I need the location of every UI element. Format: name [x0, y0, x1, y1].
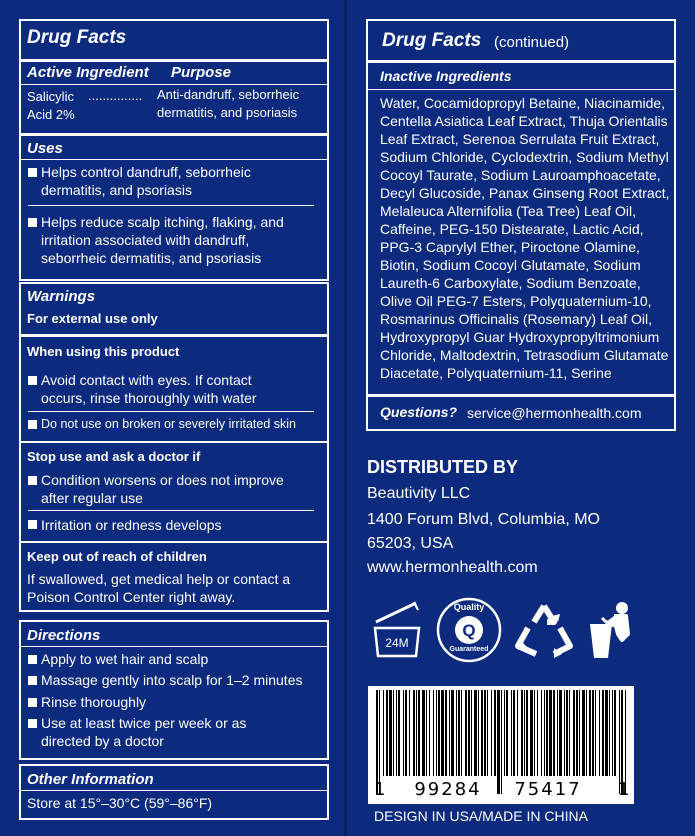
- use-item-line: dermatitis, and psoriasis: [41, 182, 192, 198]
- use-item-line: Helps reduce scalp itching, flaking, and: [41, 214, 284, 230]
- barcode-bar: [494, 690, 496, 776]
- barcode-bar: [441, 690, 444, 776]
- distributor-website: www.hermonhealth.com: [367, 559, 538, 576]
- barcode-bar: [513, 690, 515, 776]
- barcode-bar: [541, 690, 542, 776]
- divider: [28, 205, 314, 206]
- barcode-bar: [602, 690, 604, 776]
- inactive-line: Sodium Chloride, Cyclodextrin, Sodium Methyl: [380, 149, 669, 165]
- barcode-bar: [398, 690, 400, 776]
- barcode-bar: [595, 690, 596, 776]
- divider: [28, 510, 314, 511]
- barcode-bar: [559, 690, 562, 776]
- use-item-line: irritation associated with dandruff,: [41, 232, 250, 248]
- barcode-bar: [413, 690, 415, 776]
- bullet-square: [28, 676, 37, 685]
- bullet-square: [28, 218, 37, 227]
- purpose-line: Anti-dandruff, seborrheic: [157, 87, 300, 102]
- divider: [368, 60, 674, 63]
- barcode-bar: [422, 690, 425, 776]
- barcode-bar: [491, 690, 492, 776]
- inactive-line: Rosmarinus Officinalis (Rosemary) Leaf Oil,: [380, 311, 653, 327]
- barcode-bar: [569, 690, 570, 776]
- warning-item-line: Avoid contact with eyes. If contact: [41, 372, 252, 388]
- stop-item-line: after regular use: [41, 490, 143, 506]
- barcode-bar: [438, 690, 440, 776]
- pao-24m-icon: [370, 598, 424, 660]
- barcode-bar: [599, 690, 600, 776]
- inactive-line: Caffeine, PEG-150 Distearate, Lactic Acid,: [380, 221, 644, 237]
- barcode-bar: [573, 690, 575, 776]
- barcode-bar: [449, 690, 450, 776]
- recycle-icon: [514, 602, 574, 660]
- quality-guaranteed-icon: [436, 597, 502, 663]
- barcode-bar: [409, 690, 410, 776]
- bullet-square: [28, 655, 37, 664]
- barcode-digit: 99284: [414, 779, 482, 800]
- direction-item: Apply to wet hair and scalp: [41, 651, 209, 667]
- questions-email: service@hermonhealth.com: [467, 405, 642, 421]
- distributor-address: 65203, USA: [367, 535, 454, 552]
- keep-out-line: If swallowed, get medical help or contact a: [27, 571, 291, 587]
- inactive-line: Centella Asiatica Leaf Extract, Thuja Orientalis: [380, 113, 668, 129]
- ingredient-strength: Acid 2%: [27, 107, 75, 122]
- stop-item-line: Condition worsens or does not improve: [41, 472, 284, 488]
- barcode-bar: [465, 690, 467, 776]
- barcode-bar: [521, 690, 523, 776]
- bullet-square: [28, 476, 37, 485]
- barcode-bar: [481, 690, 483, 776]
- divider: [21, 541, 327, 543]
- barcode-bar: [609, 690, 610, 776]
- barcode-bar: [534, 690, 535, 776]
- bullet-square: [28, 520, 37, 529]
- barcode-bar: [566, 690, 568, 776]
- bullet-square: [28, 376, 37, 385]
- inactive-line: Olive Oil PEG-7 Esters, Polyquaternium-10,: [380, 293, 652, 309]
- barcode-bar: [436, 690, 437, 776]
- divider: [21, 133, 327, 136]
- quality-top-text: Quality: [453, 602, 485, 612]
- barcode-bar: [429, 690, 430, 776]
- inactive-line: Chloride, Maltodextrin, Tetrasodium Glutamate: [380, 347, 669, 363]
- barcode-bar: [546, 690, 548, 776]
- barcode-bar: [478, 690, 479, 776]
- barcode-bar: [537, 690, 538, 776]
- inactive-line: Cocoyl Taurate, Sodium Lauroamphoacetate,: [380, 167, 661, 183]
- barcode-bar: [484, 690, 486, 776]
- divider: [21, 159, 327, 160]
- pao-label: 24M: [385, 636, 409, 650]
- quality-bottom-text: Guaranteed: [449, 646, 489, 653]
- barcode-digit: 1: [374, 779, 386, 800]
- barcode-bar: [445, 690, 447, 776]
- divider: [21, 59, 327, 62]
- uses-title: Uses: [27, 140, 63, 157]
- divider: [28, 411, 314, 412]
- barcode-bar: [526, 690, 528, 776]
- barcode-bar: [557, 690, 558, 776]
- direction-item: Massage gently into scalp for 1–2 minutes: [41, 672, 303, 688]
- barcode-bar: [426, 690, 427, 776]
- barcode-bar: [474, 690, 477, 776]
- barcode-bar: [582, 690, 585, 776]
- inactive-line: PPG-3 Caprylyl Ether, Piroctone Olamine,: [380, 239, 640, 255]
- barcode-bar: [458, 690, 460, 776]
- trash-bin-icon: [586, 600, 636, 660]
- leader-dots: ...............: [88, 88, 143, 103]
- inactive-title: Inactive Ingredients: [380, 68, 512, 84]
- inactive-line: Laureth-6 Carboxylate, Sodium Benzoate,: [380, 275, 641, 291]
- barcode-bar: [504, 690, 505, 776]
- direction-item: Rinse thoroughly: [41, 694, 147, 710]
- distributed-title: DISTRIBUTED BY: [367, 457, 519, 477]
- barcode-bar: [405, 690, 407, 776]
- bullet-square: [28, 168, 37, 177]
- other-info-title: Other Information: [27, 771, 154, 788]
- barcode-bar: [586, 690, 587, 776]
- barcode-bar: [501, 690, 502, 794]
- barcode-bar: [564, 690, 565, 776]
- barcode-bar: [497, 690, 500, 794]
- barcode-bar: [579, 690, 580, 776]
- use-item-line: Helps control dandruff, seborrheic: [41, 164, 251, 180]
- direction-item: Use at least twice per week or as: [41, 715, 247, 731]
- barcode-bar: [612, 690, 613, 776]
- direction-item: directed by a doctor: [41, 733, 164, 749]
- barcode-bar: [589, 690, 591, 776]
- bullet-square: [28, 719, 37, 728]
- made-in-text: DESIGN IN USA/MADE IN CHINA: [374, 808, 588, 824]
- barcode-bar: [461, 690, 462, 776]
- when-using-heading: When using this product: [27, 344, 180, 359]
- ingredient-name: Salicylic: [27, 89, 74, 104]
- barcode-bar: [592, 690, 594, 776]
- purpose-header: Purpose: [171, 64, 232, 81]
- barcode-bar: [471, 690, 472, 776]
- use-item-line: seborrheic dermatitis, and psoriasis: [41, 250, 262, 266]
- inactive-line: Biotin, Sodium Cocoyl Glutamate, Sodium: [380, 257, 641, 273]
- stop-use-heading: Stop use and ask a doctor if: [27, 449, 201, 464]
- barcode-bar: [386, 690, 388, 776]
- divider: [21, 441, 327, 443]
- drug-facts-title: Drug Facts: [27, 27, 127, 48]
- purpose-line: dermatitis, and psoriasis: [157, 105, 298, 120]
- continued-label: (continued): [494, 34, 570, 51]
- continued-title: Drug Facts: [382, 30, 482, 51]
- barcode-bar: [383, 690, 384, 776]
- inactive-line: Hydroxypropyl Guar Hydroxypropyltrimonium: [380, 329, 660, 345]
- bullet-square: [28, 420, 37, 429]
- barcode-bar: [433, 690, 434, 776]
- storage-text: Store at 15°–30°C (59°–86°F): [27, 795, 213, 811]
- barcode-bar: [553, 690, 555, 776]
- barcode-bar: [468, 690, 470, 776]
- distributor-address: 1400 Forum Blvd, Columbia, MO: [367, 511, 600, 528]
- barcode-bar: [511, 690, 512, 776]
- barcode-bar: [614, 690, 616, 776]
- barcode-bar: [487, 690, 488, 776]
- barcode-bar: [418, 690, 420, 776]
- barcode-bar: [517, 690, 518, 776]
- divider: [21, 790, 327, 791]
- questions-label: Questions?: [380, 404, 458, 420]
- warning-item-line: occurs, rinse thoroughly with water: [41, 390, 257, 406]
- barcode-bar: [506, 690, 508, 776]
- distributor-name: Beautivity LLC: [367, 485, 471, 502]
- directions-title: Directions: [27, 627, 101, 644]
- warnings-title: Warnings: [27, 288, 96, 305]
- divider: [21, 84, 327, 85]
- inactive-line: Water, Cocamidopropyl Betaine, Niacinamide,: [380, 95, 666, 111]
- warning-item-line: Do not use on broken or severely irritated skin: [41, 417, 296, 431]
- barcode-bar: [530, 690, 533, 776]
- stop-item-line: Irritation or redness develops: [41, 517, 222, 533]
- inactive-line: Diacetate, Polyquaternium-11, Serine: [380, 365, 612, 381]
- inactive-line: Decyl Glucoside, Panax Ginseng Root Extract,: [380, 185, 670, 201]
- barcode-bar: [416, 690, 417, 776]
- barcode-digit: 1: [618, 779, 630, 800]
- barcode-bar: [456, 690, 457, 776]
- inactive-line: Melaleuca Alternifolia (Tea Tree) Leaf Oil,: [380, 203, 637, 219]
- barcode-bar: [396, 690, 397, 776]
- divider: [21, 646, 327, 647]
- barcode: [368, 686, 634, 804]
- active-ingredient-header: Active Ingredient: [27, 64, 149, 81]
- barcode-bar: [389, 690, 392, 776]
- bullet-square: [28, 698, 37, 707]
- barcode-bar: [393, 690, 394, 776]
- barcode-bar: [576, 690, 578, 776]
- keep-out-heading: Keep out of reach of children: [27, 549, 207, 564]
- barcode-digit: 75417: [514, 779, 582, 800]
- barcode-bar: [605, 690, 608, 776]
- quality-letter: Q: [462, 621, 476, 640]
- inactive-line: Leaf Extract, Serenoa Serrulata Fruit Extract,: [380, 131, 660, 147]
- barcode-bar: [524, 690, 525, 776]
- barcode-bar: [403, 690, 404, 776]
- barcode-bar: [451, 690, 454, 776]
- divider: [368, 89, 674, 90]
- external-use-note: For external use only: [27, 311, 158, 326]
- barcode-bar: [544, 690, 545, 776]
- barcode-bar: [549, 690, 552, 776]
- divider: [368, 394, 674, 397]
- divider: [21, 334, 327, 337]
- keep-out-line: Poison Control Center right away.: [27, 589, 236, 605]
